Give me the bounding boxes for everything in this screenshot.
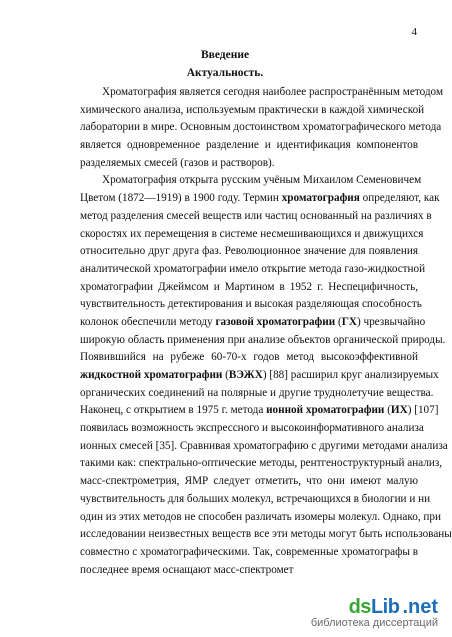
text-span: чувствительность детектирования и высокая разделяющая способность bbox=[80, 298, 422, 311]
bold-term: хроматография bbox=[281, 192, 360, 205]
text-span: метод разделения смесей веществ или частиц основанный на различиях в bbox=[80, 209, 432, 222]
text-span: Цветом (1872—1919) в 1900 году. Термин bbox=[80, 192, 282, 205]
bold-term: ионной хроматографии bbox=[266, 404, 385, 417]
bold-term: ГХ bbox=[341, 315, 357, 328]
text-line bbox=[80, 190, 440, 208]
text-line bbox=[80, 172, 422, 190]
text-line bbox=[80, 438, 448, 456]
text-line bbox=[80, 402, 439, 420]
text-line bbox=[80, 491, 431, 509]
bold-term: газовой хроматографии bbox=[215, 315, 336, 328]
text-line bbox=[80, 544, 418, 562]
text-span: широкую область применения при анализе объектов органической природы. bbox=[80, 333, 446, 346]
text-line bbox=[80, 279, 418, 297]
text-span: колонок обеспечили методу bbox=[80, 315, 216, 328]
text-line bbox=[80, 509, 441, 527]
text-line bbox=[80, 208, 432, 226]
text-span: один из этих методов не способен различать изомеры молекул. Однако, при bbox=[80, 510, 441, 523]
text-line bbox=[80, 367, 439, 385]
text-line bbox=[80, 455, 443, 473]
text-line bbox=[80, 243, 418, 261]
text-span: масс-спектрометрия, ЯМР следует отметить, что они имеют малую bbox=[80, 475, 418, 488]
dslib-logo: dsLib bbox=[348, 596, 400, 618]
text-span: является одновременное разделение и идентификация компонентов bbox=[80, 139, 418, 152]
text-line bbox=[80, 562, 418, 580]
bold-term: жидкостной хроматографии bbox=[80, 369, 223, 381]
text-line bbox=[80, 385, 434, 403]
text-span: скоростях их перемещения в системе несмешивающихся и движущихся bbox=[80, 227, 424, 240]
text-span: ионных смесей [35]. Сравнивая хроматографию с другими методами анализа bbox=[80, 439, 448, 452]
text-span: химического анализа, используемым практически в каждой химической bbox=[80, 103, 425, 116]
text-span: ) [88] расширил круг анализируемых bbox=[262, 369, 439, 381]
text-line bbox=[80, 296, 422, 314]
text-line bbox=[80, 526, 452, 544]
text-span: ( bbox=[222, 369, 229, 381]
text-span: хроматографии Джеймсом и Мартином в 1952 г. Неспецифичность, bbox=[80, 280, 418, 293]
text-span: ) [107] bbox=[407, 404, 439, 417]
text-line bbox=[80, 420, 424, 438]
text-span: органических соединений на полярные и другие труднолетучие вещества. bbox=[80, 386, 434, 399]
text-span: чувствительность для больших молекул, встречающихся в биологии и ни bbox=[80, 492, 431, 505]
section-subheading: Актуальность. bbox=[186, 67, 264, 79]
text-line bbox=[80, 119, 442, 137]
dslib-tld: .net bbox=[402, 596, 438, 618]
text-span: появилась возможность экспрессного и высокоинформативного анализа bbox=[80, 422, 424, 435]
text-line bbox=[80, 261, 426, 279]
text-span: разделяемых смесей (газов и растворов). bbox=[80, 156, 275, 169]
text-line bbox=[80, 226, 424, 244]
text-span: последнее время оснащают масс-спектромет bbox=[80, 563, 294, 576]
text-span: Хроматография является сегодня наиболее распространённым методом bbox=[102, 86, 444, 98]
text-line bbox=[80, 473, 418, 491]
section-heading: Введение bbox=[200, 49, 250, 61]
text-span: аналитической хроматографии имело открытие метода газо-жидкостной bbox=[80, 262, 426, 275]
text-line bbox=[80, 102, 425, 120]
page-number: 4 bbox=[411, 26, 417, 38]
dslib-subtitle: библиотека диссертаций bbox=[310, 617, 438, 629]
text-span: Хроматография открыта русским учёным Михаилом Семеновичем bbox=[102, 174, 422, 187]
text-line bbox=[80, 137, 418, 155]
text-span: такими как: спектрально-оптические методы, рентгеноструктурный анализ, bbox=[80, 457, 443, 470]
bold-term: ИХ bbox=[390, 404, 408, 417]
text-span: лаборатории в мире. Основным достоинством хроматографического метода bbox=[80, 121, 442, 134]
text-span: ) чрезвычайно bbox=[356, 315, 426, 328]
text-line bbox=[80, 349, 418, 367]
text-span: относительно друг друга фаз. Революционное значение для появления bbox=[80, 245, 418, 258]
text-span: совместно с хроматографическими. Так, современные хроматографы в bbox=[80, 545, 418, 558]
text-span: определяют, как bbox=[359, 192, 440, 205]
text-span: Появившийся на рубеже 60-70-х годов метод высокоэффективной bbox=[80, 351, 418, 364]
text-line bbox=[80, 314, 426, 332]
dslib-watermark[interactable] bbox=[305, 594, 442, 631]
text-line bbox=[80, 332, 446, 350]
text-span: ( bbox=[335, 315, 342, 328]
body-text bbox=[80, 84, 452, 579]
text-line bbox=[80, 84, 444, 102]
text-span: Наконец, с открытием в 1975 г. метода bbox=[80, 404, 267, 417]
text-span: исследовании неизвестных веществ все эти методы могут быть использованы bbox=[80, 528, 452, 541]
text-span: ( bbox=[384, 404, 391, 417]
bold-term: ВЭЖХ bbox=[228, 369, 263, 381]
text-line bbox=[80, 155, 418, 173]
